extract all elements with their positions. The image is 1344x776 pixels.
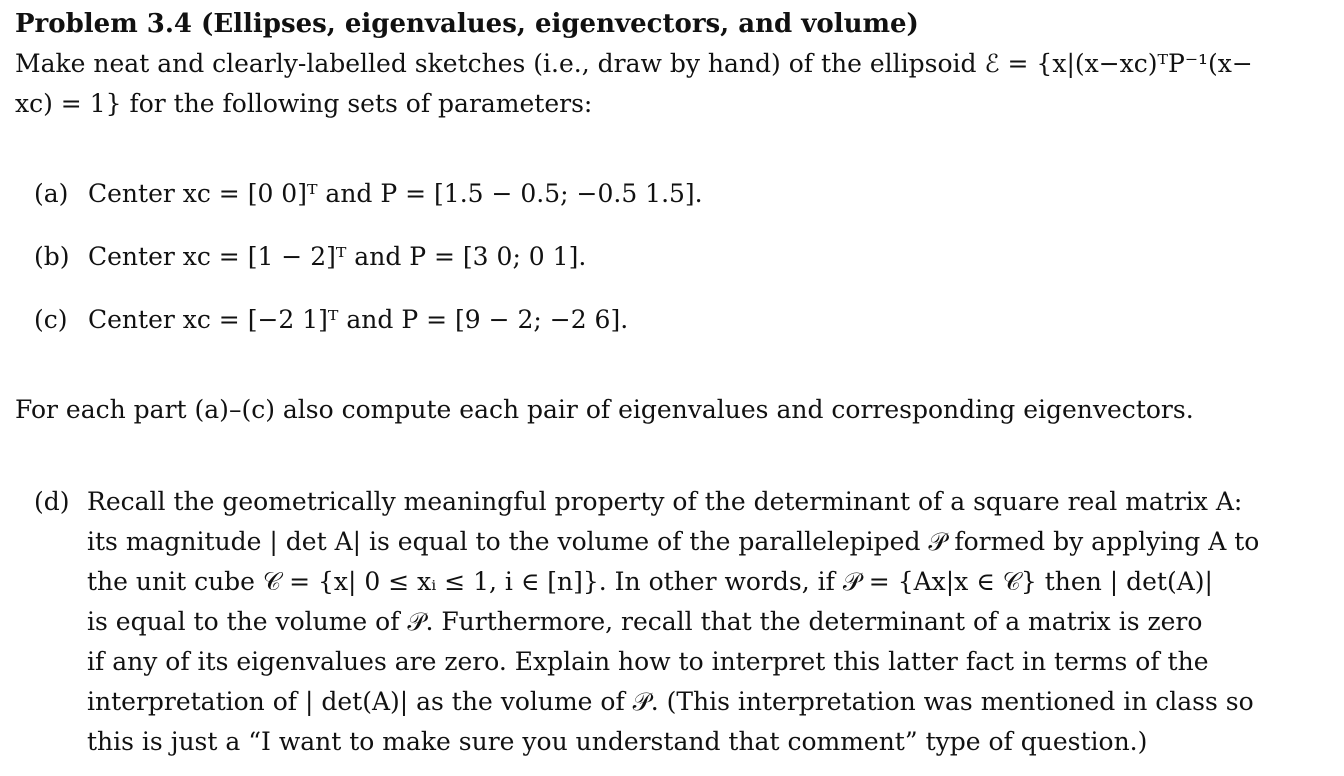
part-d-line: if any of its eigenvalues are zero. Explain how to interpret this latter fact in terms of the bbox=[87, 647, 1209, 676]
part-d-line: the unit cube 𝒞 = {x| 0 ≤ xᵢ ≤ 1, i ∈ [n]}. In other words, if 𝒫 = {Ax|x ∈ 𝒞} then | det(A)| bbox=[87, 567, 1213, 596]
part-a bbox=[34, 178, 703, 210]
part-d-label: (d) bbox=[34, 487, 70, 516]
part-d-line: this is just a “I want to make sure you understand that comment” type of question.) bbox=[87, 727, 1148, 756]
part-d-line: interpretation of | det(A)| as the volume of 𝒫. (This interpretation was mentioned in class so bbox=[87, 687, 1254, 716]
part-b bbox=[34, 241, 586, 273]
part-b-text: Center xc = [1 − 2]ᵀ and P = [3 0; 0 1]. bbox=[88, 242, 587, 271]
problem-intro-line-1: Make neat and clearly-labelled sketches (i.e., draw by hand) of the ellipsoid ℰ = {x|(x−xc)ᵀP⁻¹(x− bbox=[15, 49, 1253, 78]
part-c-label: (c) bbox=[34, 305, 68, 334]
problem-intro-line-2: xc) = 1} for the following sets of parameters: bbox=[15, 89, 593, 118]
part-b-label: (b) bbox=[34, 242, 70, 271]
part-c-text: Center xc = [−2 1]ᵀ and P = [9 − 2; −2 6]. bbox=[88, 305, 629, 334]
part-d-line: is equal to the volume of 𝒫. Furthermore, recall that the determinant of a matrix is zero bbox=[87, 607, 1203, 636]
part-a-label: (a) bbox=[34, 179, 69, 208]
part-a-text: Center xc = [0 0]ᵀ and P = [1.5 − 0.5; −0.5 1.5]. bbox=[88, 179, 703, 208]
part-c bbox=[34, 304, 628, 336]
problem-title: Problem 3.4 (Ellipses, eigenvalues, eigenvectors, and volume) bbox=[15, 9, 919, 39]
for-each-instruction: For each part (a)–(c) also compute each pair of eigenvalues and corresponding eigenvectors. bbox=[15, 395, 1194, 424]
part-d-line: Recall the geometrically meaningful property of the determinant of a square real matrix A: bbox=[87, 487, 1243, 516]
part-d-line: its magnitude | det A| is equal to the volume of the parallelepiped 𝒫 formed by applying A to bbox=[87, 527, 1260, 556]
